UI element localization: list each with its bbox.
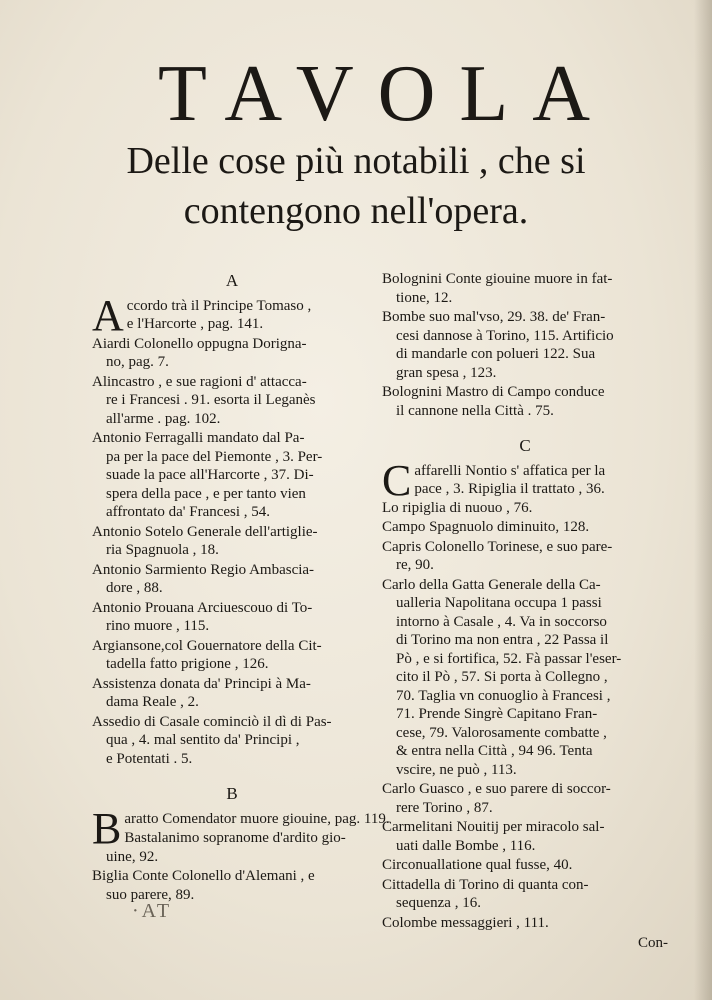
entry-line: cese, 79. Valorosamente combatte , (396, 724, 607, 741)
entry-line: dama Reale , 2. (106, 694, 199, 710)
entry-line: Bombe suo mal'vso, 29. 38. de' Fran- (382, 309, 606, 325)
section-b-entries (92, 803, 390, 905)
index-entry (382, 914, 668, 933)
entry-line: rino muore , 115. (106, 618, 210, 634)
entry-line: gran spesa , 123. (396, 364, 497, 381)
section-a-continued-entries (382, 270, 668, 420)
entry-line: & entra nella Città , 94 96. Tenta (396, 743, 593, 759)
entry-line: e l'Harcorte , pag. 141. (126, 316, 264, 332)
index-entry (382, 780, 668, 817)
entry-line: qua , 4. mal sentito da' Principi , (106, 732, 300, 748)
entry-line: rere Torino , 87. (396, 799, 493, 816)
index-entry (92, 429, 372, 522)
entry-line: Bolognini Conte giouine muore in fat- (382, 271, 613, 287)
entry-line: Aiardi Colonello oppugna Dorigna- (92, 335, 307, 352)
index-entry (382, 856, 668, 875)
page-title: TAVOLA (157, 50, 615, 138)
index-entry (92, 675, 372, 712)
entry-line: Bastalanimo sopranome d'ardito gio- (124, 830, 346, 846)
index-entry (382, 308, 668, 382)
entry-line: ria Spagnuola , 18. (106, 542, 219, 558)
index-entry (382, 270, 668, 307)
index-entry (382, 518, 668, 537)
index-entry (92, 637, 372, 674)
entry-line: Antonio Sotelo Generale dell'artiglie- (92, 523, 318, 540)
entry-line: suo parere, 89. (106, 886, 195, 903)
signature-mark: ·AT (132, 900, 173, 922)
entry-line: Assistenza donata da' Principi à Ma- (92, 675, 311, 692)
section-letter-b: B (226, 784, 238, 803)
entry-line: Carmelitani Nouitij per miracolo sal- (382, 819, 605, 835)
index-entry (92, 599, 372, 636)
entry-line: Pò , e si fortifica, 52. Fà passar l'eser- (396, 650, 622, 667)
entry-line: 70. Taglia vn conuoglio à Francesi , (396, 687, 611, 704)
entry-line: aratto Comendator muore giouine, pag. 119. (124, 810, 390, 827)
entry-line: Biglia Conte Colonello d'Alemani , e (92, 868, 315, 884)
entry-line: Colombe messaggieri , 111. (382, 914, 549, 931)
entry-line: Carlo della Gatta Generale della Ca- (382, 576, 601, 593)
entry-line: di mandarle con polueri 122. Sua (396, 346, 596, 362)
entry-line: Antonio Prouana Arciuescouo di To- (92, 599, 313, 616)
index-entry (92, 523, 372, 560)
index-entry (92, 829, 372, 866)
entry-line: dore , 88. (106, 580, 163, 596)
entry-line: Circonuallatione qual fusse, 40. (382, 857, 573, 873)
index-entry (382, 538, 668, 575)
entry-line: vscire, ne può , 113. (396, 761, 517, 778)
entry-line: cesi dannose à Torino, 115. Artificio (396, 327, 614, 344)
index-entry (92, 373, 372, 429)
index-entry (382, 818, 668, 855)
right-column (382, 270, 668, 953)
entry-line: Bolognini Mastro di Campo conduce (382, 384, 605, 400)
index-entry (382, 455, 668, 518)
entry-line: tadella fatto prigione , 126. (106, 656, 269, 672)
entry-line: Campo Spagnuolo diminuito, 128. (382, 519, 590, 535)
entry-line: Assedio di Casale cominciò il dì di Pas- (92, 713, 332, 730)
section-c-entries (382, 455, 668, 933)
entry-line: Carlo Guasco , e suo parere di soccor- (382, 781, 611, 797)
entry-line: di Torino ma non entra , 22 Passa il (396, 632, 609, 648)
signature-letter: A (141, 900, 157, 922)
entry-line: no, pag. 7. (106, 354, 169, 370)
entry-line: 71. Prende Singrè Capitano Fran- (396, 706, 598, 722)
index-entry (382, 576, 668, 780)
left-column (92, 268, 390, 905)
entry-line: re, 90. (396, 557, 434, 573)
entry-line: tione, 12. (396, 289, 453, 306)
entry-line: re i Francesi . 91. esorta il Leganès (106, 392, 316, 408)
entry-line: Alincastro , e sue ragioni d' attacca- (92, 373, 307, 390)
entry-line: all'arme . pag. 102. (106, 410, 221, 427)
entry-line: ccordo trà il Principe Tomaso , (126, 297, 312, 314)
entry-line: sequenza , 16. (396, 895, 481, 911)
index-entry (92, 713, 372, 769)
page-subtitle-line-2: contengono nell'opera. (183, 190, 529, 232)
entry-line: uine, 92. (106, 848, 159, 865)
entry-line: cito il Pò , 57. Si porta à Collegno , (396, 669, 608, 685)
index-entry (92, 335, 372, 372)
index-entry (92, 290, 372, 340)
entry-line: affrontato da' Francesi , 54. (106, 504, 271, 520)
drop-cap: C (382, 455, 412, 505)
entry-line: pa per la pace del Piemonte , 3. Per- (106, 448, 323, 465)
entry-line: Antonio Sarmiento Regio Ambascia- (92, 561, 315, 578)
entry-line: Capris Colonello Torinese, e suo pare- (382, 538, 613, 555)
entry-line: ualleria Napolitana occupa 1 passi (396, 595, 602, 611)
entry-line: suade la pace all'Harcorte , 37. Di- (106, 467, 314, 483)
entry-line: uati dalle Bombe , 116. (396, 837, 536, 854)
entry-line: e Potentati . 5. (106, 750, 193, 767)
index-entry (382, 383, 668, 420)
index-entry (382, 876, 668, 913)
index-entry (92, 561, 372, 598)
drop-cap: A (92, 290, 124, 340)
catchword: Con- (638, 935, 668, 951)
section-letter-a: A (225, 271, 239, 290)
entry-line: pace , 3. Ripiglia il trattato , 36. (414, 481, 605, 497)
entry-line: Argiansone,col Gouernatore della Cit- (92, 637, 322, 654)
section-letter-c: C (519, 436, 531, 455)
entry-line: intorno à Casale , 4. Va in soccorso (396, 613, 607, 630)
page-subtitle-line-1: Delle cose più notabili , che si (126, 140, 586, 182)
section-a-entries (92, 290, 372, 769)
entry-line: Lo ripiglia di nuouo , 76. (382, 499, 533, 516)
entry-line: Antonio Ferragalli mandato dal Pa- (92, 430, 305, 446)
index-entry (92, 867, 372, 904)
entry-line: affarelli Nontio s' affatica per la (414, 462, 606, 479)
entry-line: Cittadella di Torino di quanta con- (382, 876, 589, 893)
drop-cap: B (92, 803, 122, 853)
entry-line: il cannone nella Città . 75. (396, 402, 554, 419)
entry-line: spera della pace , e per tanto vien (106, 485, 306, 502)
